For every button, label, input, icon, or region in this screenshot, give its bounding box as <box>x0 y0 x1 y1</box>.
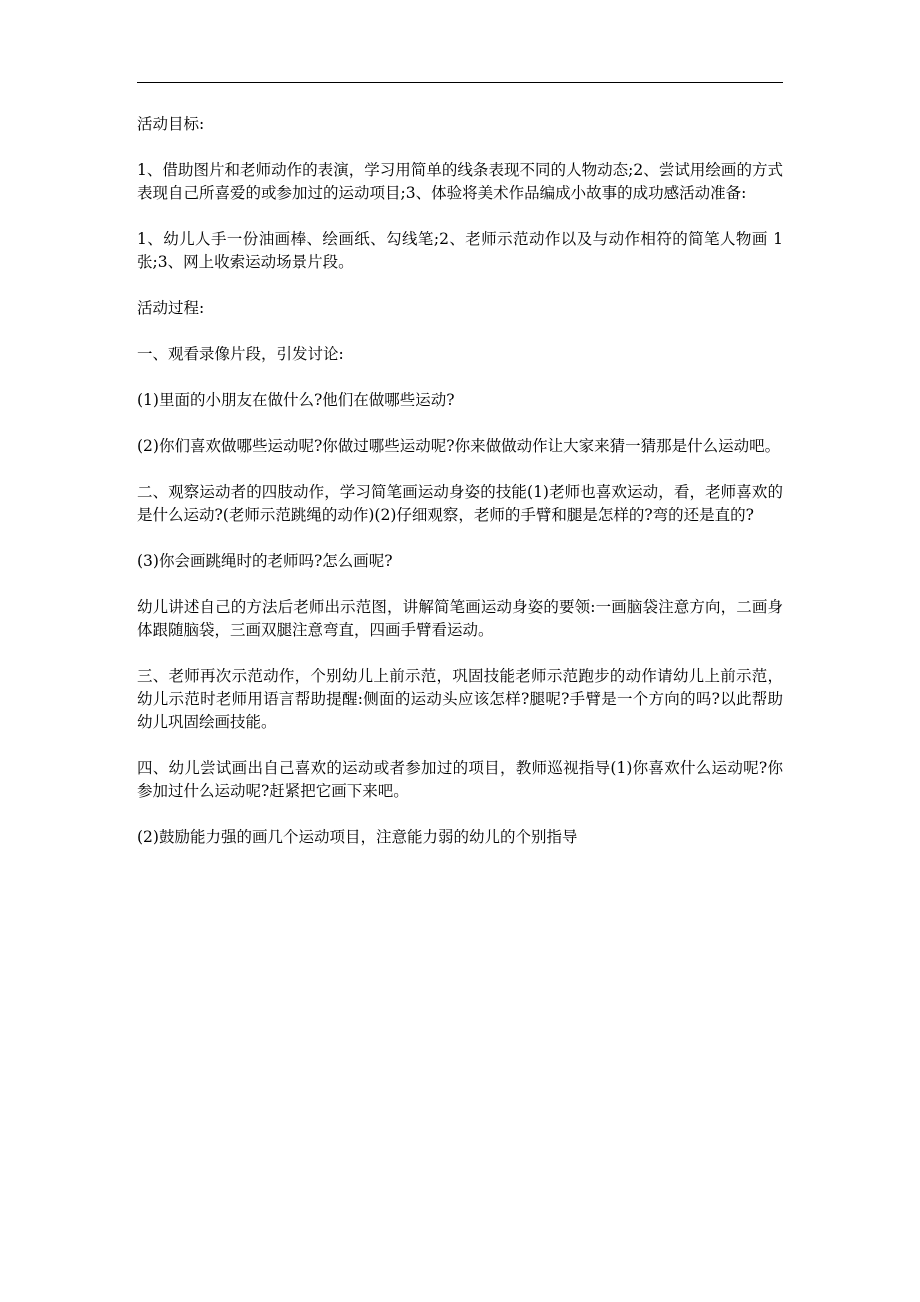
step-one-question-2: (2)你们喜欢做哪些运动呢?你做过哪些运动呢?你来做做动作让大家来猜一猜那是什么运动吧。 <box>137 437 781 455</box>
document-body <box>137 113 783 872</box>
step-four-paragraph: 四、幼儿尝试画出自己喜欢的运动或者参加过的项目，教师巡视指导(1)你喜欢什么运动呢?你参加过什么运动呢?赶紧把它画下来吧。 <box>137 759 783 800</box>
step-two-question-3: (3)你会画跳绳时的老师吗?怎么画呢? <box>137 552 393 570</box>
step-two-paragraph: 二、观察运动者的四肢动作，学习简笔画运动身姿的技能(1)老师也喜欢运动，看，老师喜欢的是什么运动?(老师示范跳绳的动作)(2)仔细观察，老师的手臂和腿是怎样的?弯的还是直的? <box>137 483 783 524</box>
header-rule <box>137 82 783 83</box>
preparation-paragraph: 1、幼儿人手一份油画棒、绘画纸、勾线笔;2、老师示范动作以及与动作相符的简笔人物画 1 张;3、网上收索运动场景片段。 <box>137 230 783 271</box>
section-heading-process: 活动过程: <box>137 299 205 317</box>
step-four-item-2: (2)鼓励能力强的画几个运动项目，注意能力弱的幼儿的个别指导 <box>137 828 578 846</box>
step-one-heading: 一、观看录像片段，引发讨论: <box>137 345 344 363</box>
section-heading-goals: 活动目标: <box>137 115 205 133</box>
step-three-paragraph: 三、老师再次示范动作，个别幼儿上前示范，巩固技能老师示范跑步的动作请幼儿上前示范，幼儿示范时老师用语言帮助提醒:侧面的运动头应该怎样?腿呢?手臂是一个方向的吗?以此帮助幼儿巩固绘画技能。 <box>137 667 783 731</box>
step-one-question-1: (1)里面的小朋友在做什么?他们在做哪些运动? <box>137 391 455 409</box>
drawing-tips-paragraph: 幼儿讲述自己的方法后老师出示范图，讲解简笔画运动身姿的要领:一画脑袋注意方向，二画身体跟随脑袋，三画双腿注意弯直，四画手臂看运动。 <box>137 598 783 639</box>
goals-paragraph: 1、借助图片和老师动作的表演，学习用简单的线条表现不同的人物动态;2、尝试用绘画的方式表现自己所喜爱的或参加过的运动项目;3、体验将美术作品编成小故事的成功感活动准备: <box>137 161 783 202</box>
